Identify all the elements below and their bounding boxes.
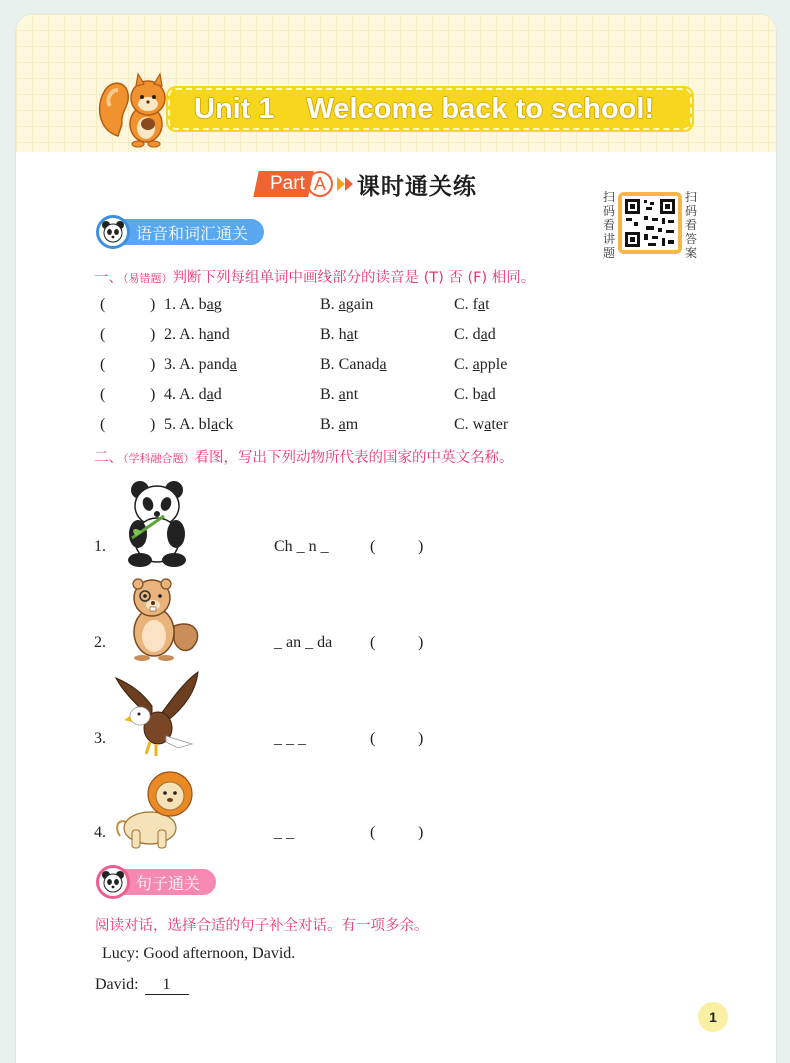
answer-paren-left[interactable]: (: [100, 416, 106, 433]
animal-row-3: [94, 670, 514, 762]
answer-paren-left[interactable]: (: [100, 296, 106, 313]
instruction-prefix: 二、: [94, 450, 123, 466]
answer-blank[interactable]: _ _ _: [274, 730, 306, 747]
animal-row-4: [94, 764, 514, 856]
qr-caption-char: 案: [684, 246, 697, 260]
option-b: B. hat: [320, 326, 359, 343]
dialog-line: [95, 976, 189, 995]
option-b: B. am: [320, 416, 359, 433]
lion-icon: [112, 764, 202, 854]
instruction-text: 看图，写出下列动物所代表的国家的中英文名称。: [194, 450, 514, 466]
option-b: B. ant: [320, 386, 359, 403]
paren-right: ): [418, 824, 424, 841]
eagle-icon: [112, 670, 202, 760]
instruction-tag: （易错题）: [123, 272, 173, 285]
panda-face-icon: [96, 865, 130, 899]
option-c: C. fat: [454, 296, 490, 313]
instruction-tag: （学科融合题）: [123, 452, 195, 465]
section-badge-sentences: [96, 867, 216, 897]
part-word: Part: [270, 173, 305, 194]
option-c: C. apple: [454, 356, 508, 373]
beaver-icon: [112, 574, 202, 664]
qr-caption-left: [602, 190, 616, 260]
answer-paren-left[interactable]: (: [100, 386, 106, 403]
qr-code-icon: [622, 196, 678, 250]
section-title: 句子通关: [120, 869, 216, 895]
paren-left: (: [370, 634, 376, 651]
panda-icon: [112, 478, 202, 568]
unit-title-banner: [168, 88, 692, 130]
answer-paren-right: ): [150, 296, 156, 313]
answer-paren-right: ): [150, 416, 156, 433]
answer-paren[interactable]: [370, 730, 430, 748]
paren-left: (: [370, 538, 376, 555]
answer-blank[interactable]: _ _: [274, 824, 294, 841]
instruction-text: 判断下列每组单词中画线部分的读音是 (T) 否 (F) 相同。: [172, 270, 536, 286]
qr-caption-char: 答: [684, 232, 697, 246]
qr-caption-char: 扫: [684, 190, 697, 204]
squirrel-icon: [96, 66, 176, 148]
answer-paren-left[interactable]: (: [100, 356, 106, 373]
answer-paren-left[interactable]: (: [100, 326, 106, 343]
option-a: 5. A. black: [164, 416, 234, 433]
option-b: B. again: [320, 296, 374, 313]
paren-left: (: [370, 824, 376, 841]
option-c: C. dad: [454, 326, 496, 343]
instruction-q3: 阅读对话，选择合适的句子补全对话。有一项多余。: [95, 918, 429, 934]
part-title: 课时通关练: [356, 173, 477, 200]
answer-blank[interactable]: _ an _ da: [274, 634, 333, 651]
qr-caption-char: 讲: [602, 232, 615, 246]
qr-caption-char: 看: [684, 218, 697, 232]
animal-row-1: [94, 478, 514, 570]
item-number: 4.: [94, 824, 106, 841]
animal-row-2: [94, 574, 514, 666]
option-c: C. bad: [454, 386, 496, 403]
option-a: 1. A. bag: [164, 296, 222, 313]
panda-face-icon: [96, 215, 130, 249]
qr-caption-char: 码: [684, 204, 697, 218]
paren-right: ): [418, 538, 424, 555]
section-badge-phonics: [96, 217, 264, 247]
option-a: 3. A. panda: [164, 356, 237, 373]
paren-right: ): [418, 634, 424, 651]
answer-paren[interactable]: [370, 634, 430, 652]
option-b: B. Canada: [320, 356, 387, 373]
section-title: 语音和词汇通关: [120, 219, 264, 245]
answer-paren[interactable]: [370, 824, 430, 842]
qr-caption-right: [684, 190, 698, 260]
qr-caption-char: 码: [602, 204, 615, 218]
unit-title: Welcome back to school!: [306, 92, 655, 125]
answer-paren-right: ): [150, 326, 156, 343]
part-heading: [256, 168, 477, 200]
instruction-prefix: 一、: [94, 270, 123, 286]
instruction-q2: [94, 446, 514, 467]
qr-code[interactable]: [618, 192, 682, 254]
item-number: 1.: [94, 538, 106, 555]
qr-caption-char: 题: [602, 246, 615, 260]
dialog-line: Lucy: Good afternoon, David.: [102, 945, 296, 962]
paren-right: ): [418, 730, 424, 747]
option-a: 2. A. hand: [164, 326, 230, 343]
option-a: 4. A. dad: [164, 386, 222, 403]
answer-paren[interactable]: [370, 538, 430, 556]
part-tag: [253, 171, 313, 197]
answer-blank[interactable]: Ch _ n _: [274, 538, 329, 555]
page-number: 1: [698, 1002, 728, 1032]
dialog-speaker: David:: [95, 976, 139, 993]
qr-caption-char: 看: [602, 218, 615, 232]
option-c: C. water: [454, 416, 509, 433]
answer-paren-right: ): [150, 386, 156, 403]
instruction-q1: [94, 266, 535, 287]
paren-left: (: [370, 730, 376, 747]
answer-blank[interactable]: 1: [145, 976, 189, 995]
part-letter: A: [307, 171, 333, 197]
worksheet-page: [16, 14, 776, 1063]
item-number: 2.: [94, 634, 106, 651]
item-number: 3.: [94, 730, 106, 747]
double-arrow-icon: [337, 177, 353, 191]
unit-label: Unit 1: [194, 92, 275, 125]
answer-paren-right: ): [150, 356, 156, 373]
qr-caption-char: 扫: [602, 190, 615, 204]
